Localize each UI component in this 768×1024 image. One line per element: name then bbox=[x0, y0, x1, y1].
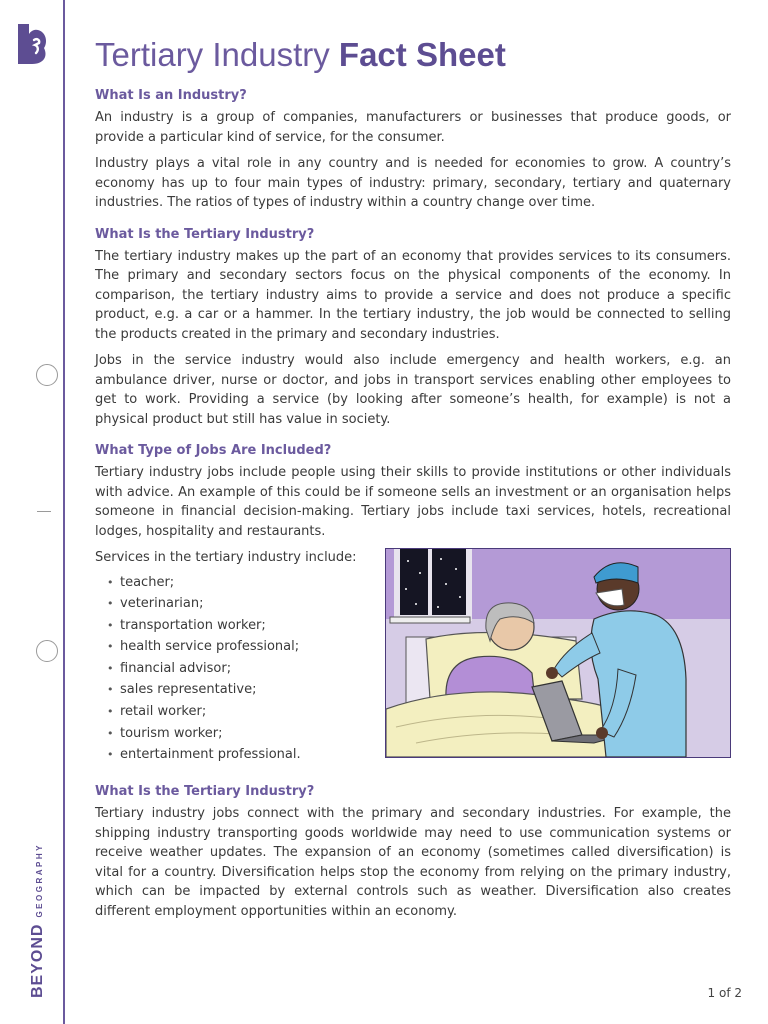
paragraph: Jobs in the service industry would also include emergency and health workers, e.g. an ambulance driver, nurse or doctor, and jobs in transport services enabling other employees to get to work. Providing a service (by looking after someone’s health, for example) is not a physical product but still has value in society. bbox=[95, 353, 731, 427]
list-item: • veterinarian; bbox=[107, 593, 731, 615]
section-heading: What Is the Tertiary Industry? bbox=[95, 226, 315, 242]
list-item: • financial advisor; bbox=[107, 658, 731, 680]
section-jobs-included bbox=[95, 441, 731, 541]
list-item: • teacher; bbox=[107, 572, 731, 594]
services-block bbox=[95, 548, 731, 772]
fold-mark bbox=[37, 511, 51, 512]
section-what-is-tertiary-2 bbox=[95, 782, 731, 921]
page-title bbox=[95, 36, 731, 74]
fact-sheet-content bbox=[95, 36, 731, 933]
section-what-is-industry bbox=[95, 86, 731, 213]
paragraph: Industry plays a vital role in any country and is needed for economies to grow. A country’s economy has up to four main types of industry: primary, secondary, tertiary and quaternary industries. The ratios of types of industry within a country change over time. bbox=[95, 156, 731, 210]
section-heading: What Is the Tertiary Industry? bbox=[95, 784, 315, 799]
list-item: • transportation worker; bbox=[107, 615, 731, 637]
brand-vertical bbox=[27, 843, 47, 998]
beyond-logo-icon bbox=[14, 22, 50, 66]
brand-name: BEYOND bbox=[29, 923, 46, 998]
title-bold: Fact Sheet bbox=[338, 36, 506, 73]
paragraph: Tertiary industry jobs include people using their skills to provide institutions or other individuals with advice. An example of this could be if someone sells an investment or an organisation helps someone in financial decision-making. Tertiary jobs include taxi services, hotels, recreational lodges, hospitality and restaurants. bbox=[95, 465, 731, 539]
punch-hole-top bbox=[36, 364, 58, 386]
list-item: • retail worker; bbox=[107, 701, 731, 723]
brand-subject: GEOGRAPHY bbox=[35, 843, 44, 918]
section-heading: What Is an Industry? bbox=[95, 88, 247, 103]
paragraph: An industry is a group of companies, manufacturers or businesses that produce goods, or provide a particular kind of service, for the consumer. bbox=[95, 110, 731, 145]
title-light: Tertiary Industry bbox=[95, 36, 330, 73]
list-item: • entertainment professional. bbox=[107, 744, 731, 766]
page-number: 1 of 2 bbox=[707, 986, 742, 1000]
margin-rule bbox=[63, 0, 65, 1024]
section-heading: What Type of Jobs Are Included? bbox=[95, 443, 332, 458]
list-item: • sales representative; bbox=[107, 679, 731, 701]
punch-hole-bottom bbox=[36, 640, 58, 662]
section-what-is-tertiary bbox=[95, 225, 731, 430]
list-item: • health service professional; bbox=[107, 636, 731, 658]
services-intro: Services in the tertiary industry include: bbox=[95, 550, 357, 565]
paragraph: Tertiary industry jobs connect with the primary and secondary industries. For example, the shipping industry transporting goods worldwide may need to use communication systems or receive weather updates. The expansion of an economy (sometimes called diversification) is vital for a country. Diversification helps stop the economy from relying on the primary industry, which can be impacted by external controls such as weather. Diversification also creates different employment opportunities within an economy. bbox=[95, 806, 731, 919]
paragraph: The tertiary industry makes up the part of an economy that provides services to its consumers. The primary and secondary sectors focus on the physical components of the economy. In comparison, the tertiary industry aims to provide a service and does not produce a specific product, e.g. a car or a hammer. In the tertiary industry, the job would be connected to selling the products created in the primary and secondary industries. bbox=[95, 248, 731, 342]
list-item: • tourism worker; bbox=[107, 723, 731, 745]
nurse-patient-illustration bbox=[385, 548, 731, 758]
